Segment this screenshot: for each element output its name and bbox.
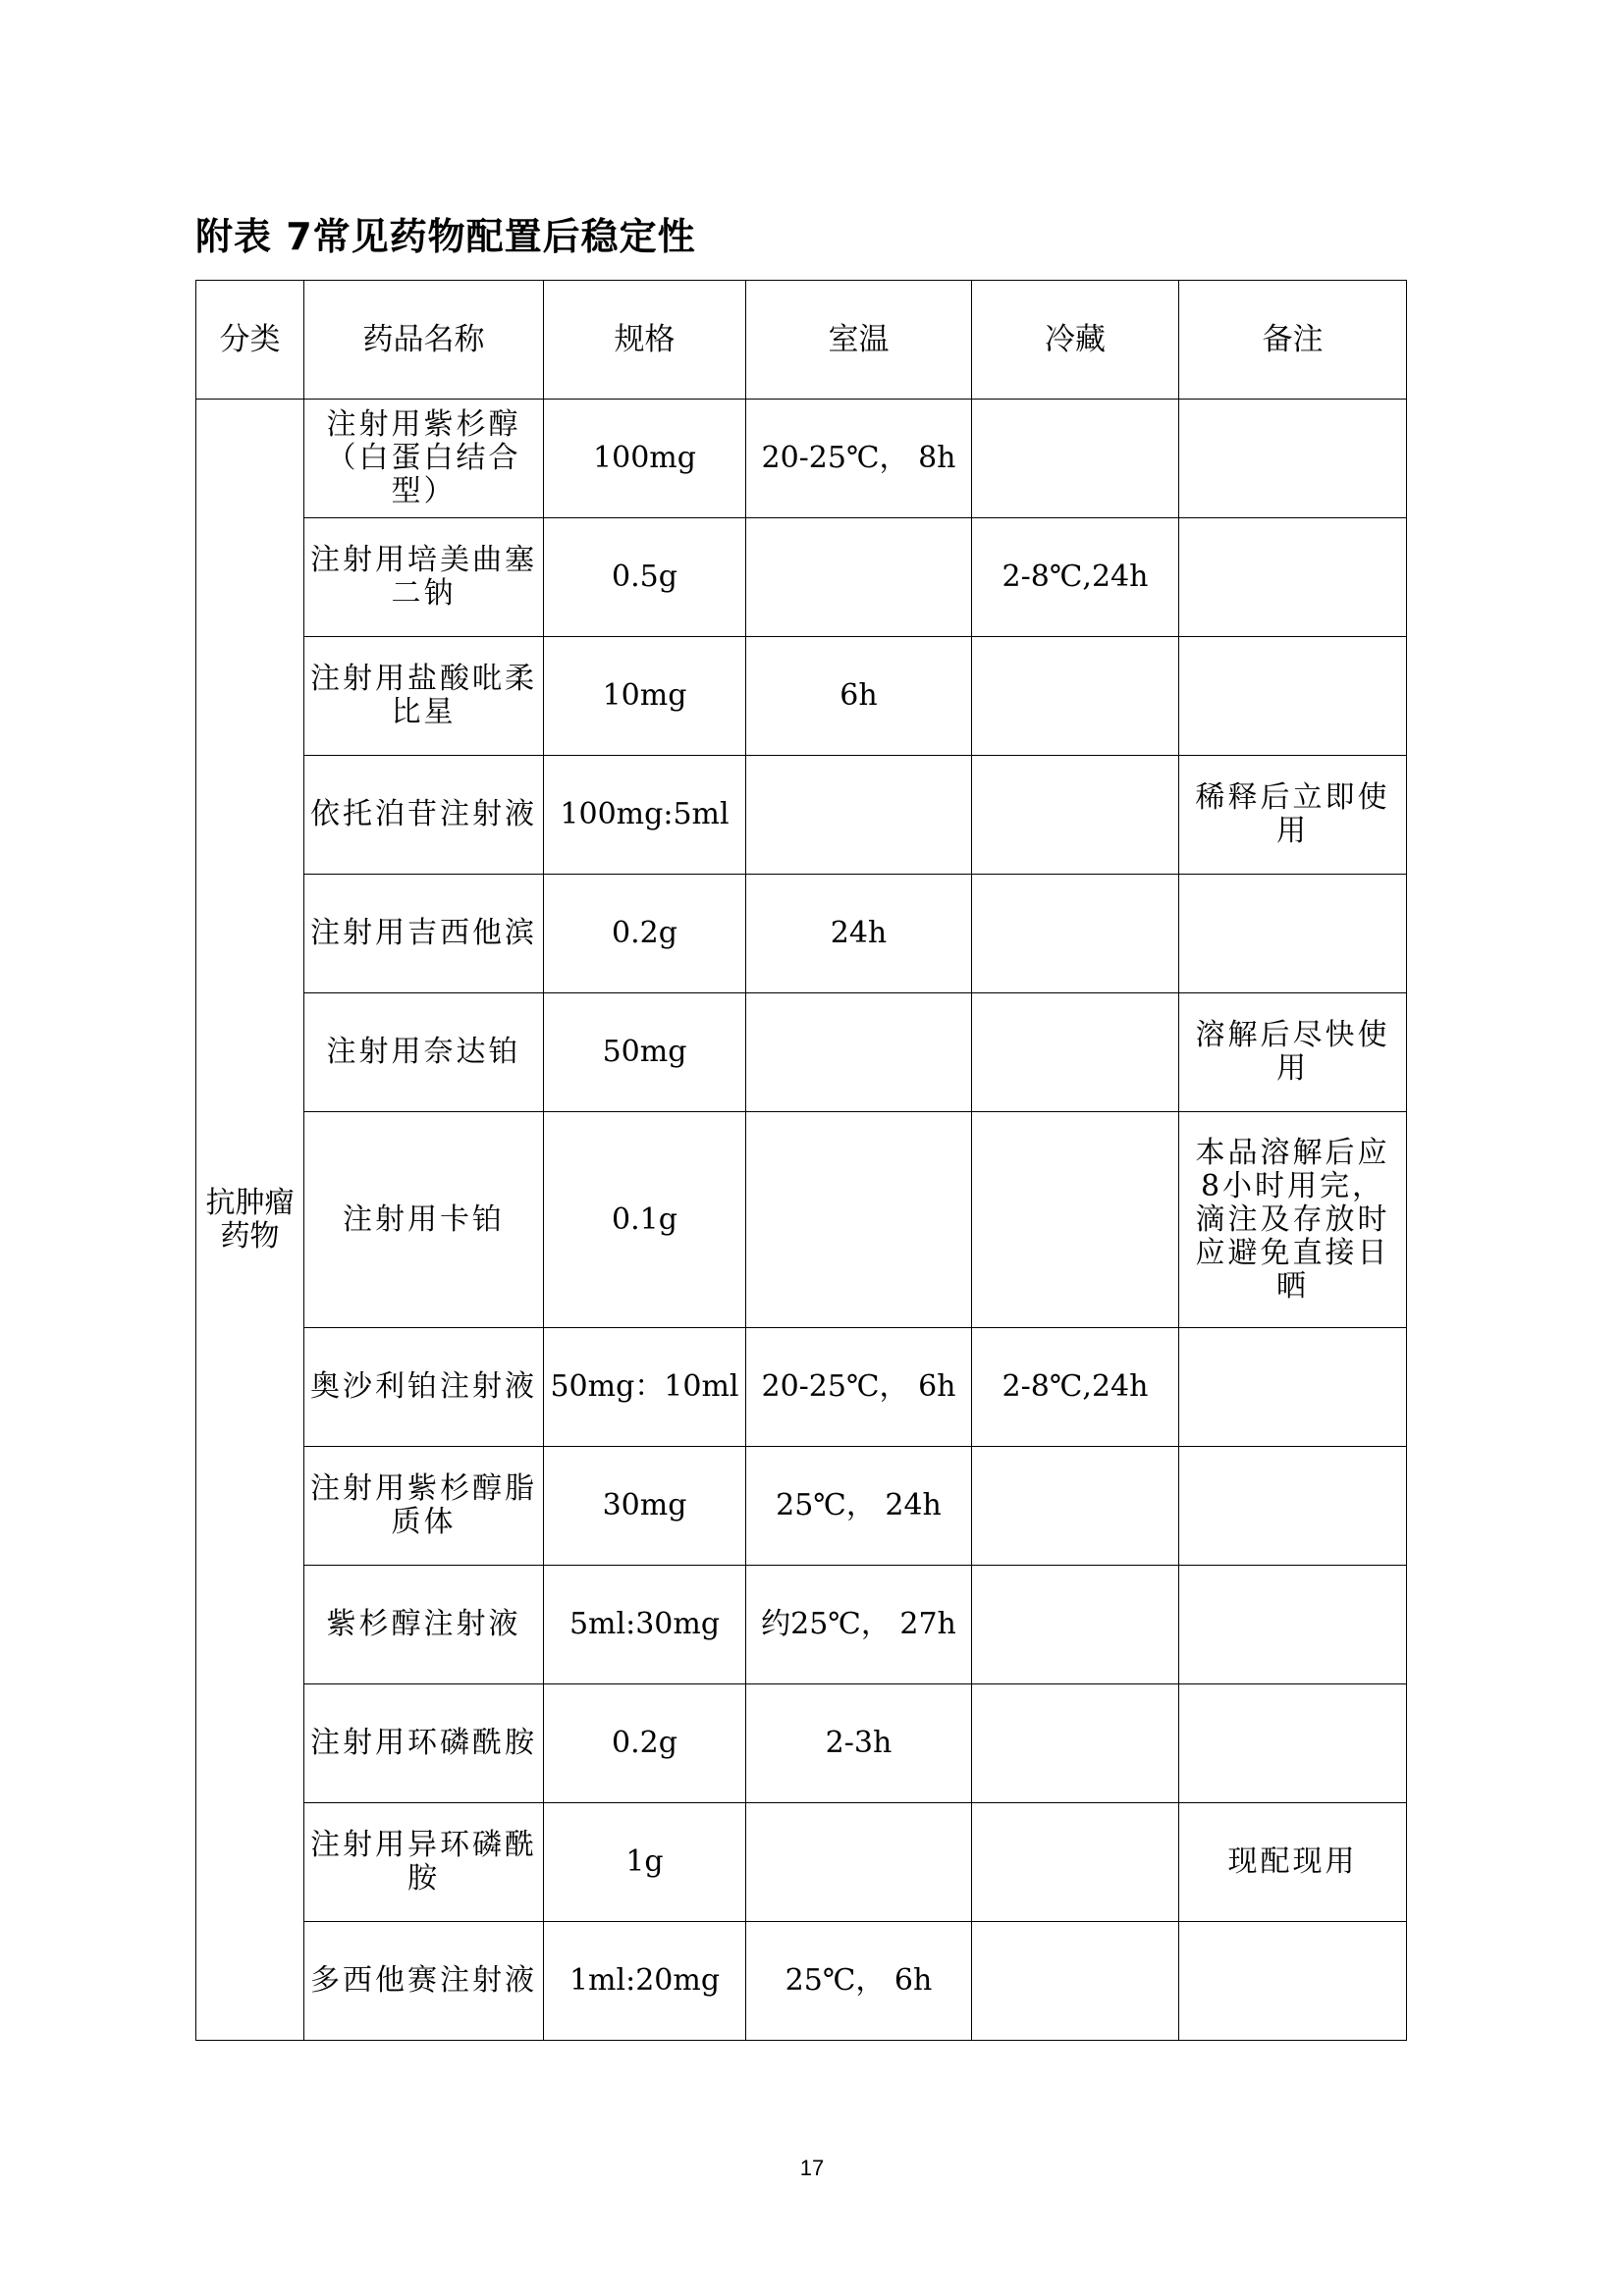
remarks-cell: 本品溶解后应8小时用完，滴注及存放时 应避免直接日晒 (1179, 1112, 1407, 1328)
spec-cell: 10mg (544, 637, 746, 756)
spec-cell: 30mg (544, 1447, 746, 1566)
spec-cell: 100mg (544, 400, 746, 518)
table-header-row (196, 281, 1407, 400)
spec-cell: 0.2g (544, 875, 746, 993)
remarks-cell (1179, 1566, 1407, 1684)
spec-cell: 0.2g (544, 1684, 746, 1803)
remarks-cell: 溶解后尽快使用 (1179, 993, 1407, 1112)
remarks-cell (1179, 1328, 1407, 1447)
spec-cell: 100mg:5ml (544, 756, 746, 875)
room-temp-cell (746, 1112, 972, 1328)
drug-name-cell: 注射用紫杉醇脂质体 (304, 1447, 544, 1566)
header-refrigerated: 冷藏 (972, 281, 1179, 400)
spec-cell: 1ml:20mg (544, 1922, 746, 2041)
remarks-cell (1179, 637, 1407, 756)
table-row (196, 1447, 1407, 1566)
drug-name-cell: 注射用异环磷酰胺 (304, 1803, 544, 1922)
drug-name-cell: 注射用环磷酰胺 (304, 1684, 544, 1803)
drug-name-cell: 依托泊苷注射液 (304, 756, 544, 875)
refrigerated-cell (972, 1447, 1179, 1566)
table-row (196, 1922, 1407, 2041)
refrigerated-cell (972, 1922, 1179, 2041)
room-temp-cell: 24h (746, 875, 972, 993)
refrigerated-cell (972, 875, 1179, 993)
room-temp-cell: 20-25℃， 8h (746, 400, 972, 518)
table-row (196, 1684, 1407, 1803)
refrigerated-cell (972, 400, 1179, 518)
remarks-cell: 现配现用 (1179, 1803, 1407, 1922)
remarks-cell (1179, 1447, 1407, 1566)
spec-cell: 5ml:30mg (544, 1566, 746, 1684)
page-number: 17 (799, 2156, 825, 2180)
header-room-temp: 室温 (746, 281, 972, 400)
spec-cell: 0.1g (544, 1112, 746, 1328)
refrigerated-cell (972, 637, 1179, 756)
table-row (196, 756, 1407, 875)
room-temp-cell: 25℃， 6h (746, 1922, 972, 2041)
table-row (196, 993, 1407, 1112)
table-row (196, 1803, 1407, 1922)
room-temp-cell: 6h (746, 637, 972, 756)
remarks-cell (1179, 518, 1407, 637)
drug-name-cell: 多西他赛注射液 (304, 1922, 544, 2041)
room-temp-cell: 约25℃， 27h (746, 1566, 972, 1684)
refrigerated-cell (972, 756, 1179, 875)
refrigerated-cell (972, 1684, 1179, 1803)
drug-name-cell: 注射用吉西他滨 (304, 875, 544, 993)
table-row (196, 875, 1407, 993)
drug-name-cell: 紫杉醇注射液 (304, 1566, 544, 1684)
table-row (196, 1112, 1407, 1328)
room-temp-cell (746, 518, 972, 637)
room-temp-cell (746, 756, 972, 875)
refrigerated-cell (972, 1803, 1179, 1922)
refrigerated-cell (972, 993, 1179, 1112)
refrigerated-cell: 2-8℃,24h (972, 1328, 1179, 1447)
drug-name-cell: 注射用培美曲塞二钠 (304, 518, 544, 637)
refrigerated-cell (972, 1112, 1179, 1328)
header-category: 分类 (196, 281, 304, 400)
room-temp-cell: 25℃， 24h (746, 1447, 972, 1566)
table-row (196, 1566, 1407, 1684)
room-temp-cell (746, 993, 972, 1112)
spec-cell: 50mg (544, 993, 746, 1112)
drug-name-cell: 注射用紫杉醇（白蛋白结合型） (304, 400, 544, 518)
room-temp-cell: 2-3h (746, 1684, 972, 1803)
drug-name-cell: 注射用奈达铂 (304, 993, 544, 1112)
room-temp-cell (746, 1803, 972, 1922)
remarks-cell (1179, 400, 1407, 518)
table-row (196, 518, 1407, 637)
remarks-cell (1179, 1922, 1407, 2041)
spec-cell: 50mg：10ml (544, 1328, 746, 1447)
page-title: 附表 7常见药物配置后稳定性 (195, 215, 696, 258)
remarks-cell (1179, 875, 1407, 993)
drug-name-cell: 注射用卡铂 (304, 1112, 544, 1328)
refrigerated-cell: 2-8℃,24h (972, 518, 1179, 637)
table-row (196, 637, 1407, 756)
drug-name-cell: 奥沙利铂注射液 (304, 1328, 544, 1447)
drug-name-cell: 注射用盐酸吡柔比星 (304, 637, 544, 756)
remarks-cell (1179, 1684, 1407, 1803)
table-row (196, 400, 1407, 518)
category-cell: 抗肿瘤药物 (196, 400, 304, 2041)
refrigerated-cell (972, 1566, 1179, 1684)
header-drug-name: 药品名称 (304, 281, 544, 400)
stability-table (195, 280, 1407, 2041)
spec-cell: 1g (544, 1803, 746, 1922)
spec-cell: 0.5g (544, 518, 746, 637)
room-temp-cell: 20-25℃， 6h (746, 1328, 972, 1447)
header-remarks: 备注 (1179, 281, 1407, 400)
table-row (196, 1328, 1407, 1447)
header-spec: 规格 (544, 281, 746, 400)
remarks-cell: 稀释后立即使用 (1179, 756, 1407, 875)
